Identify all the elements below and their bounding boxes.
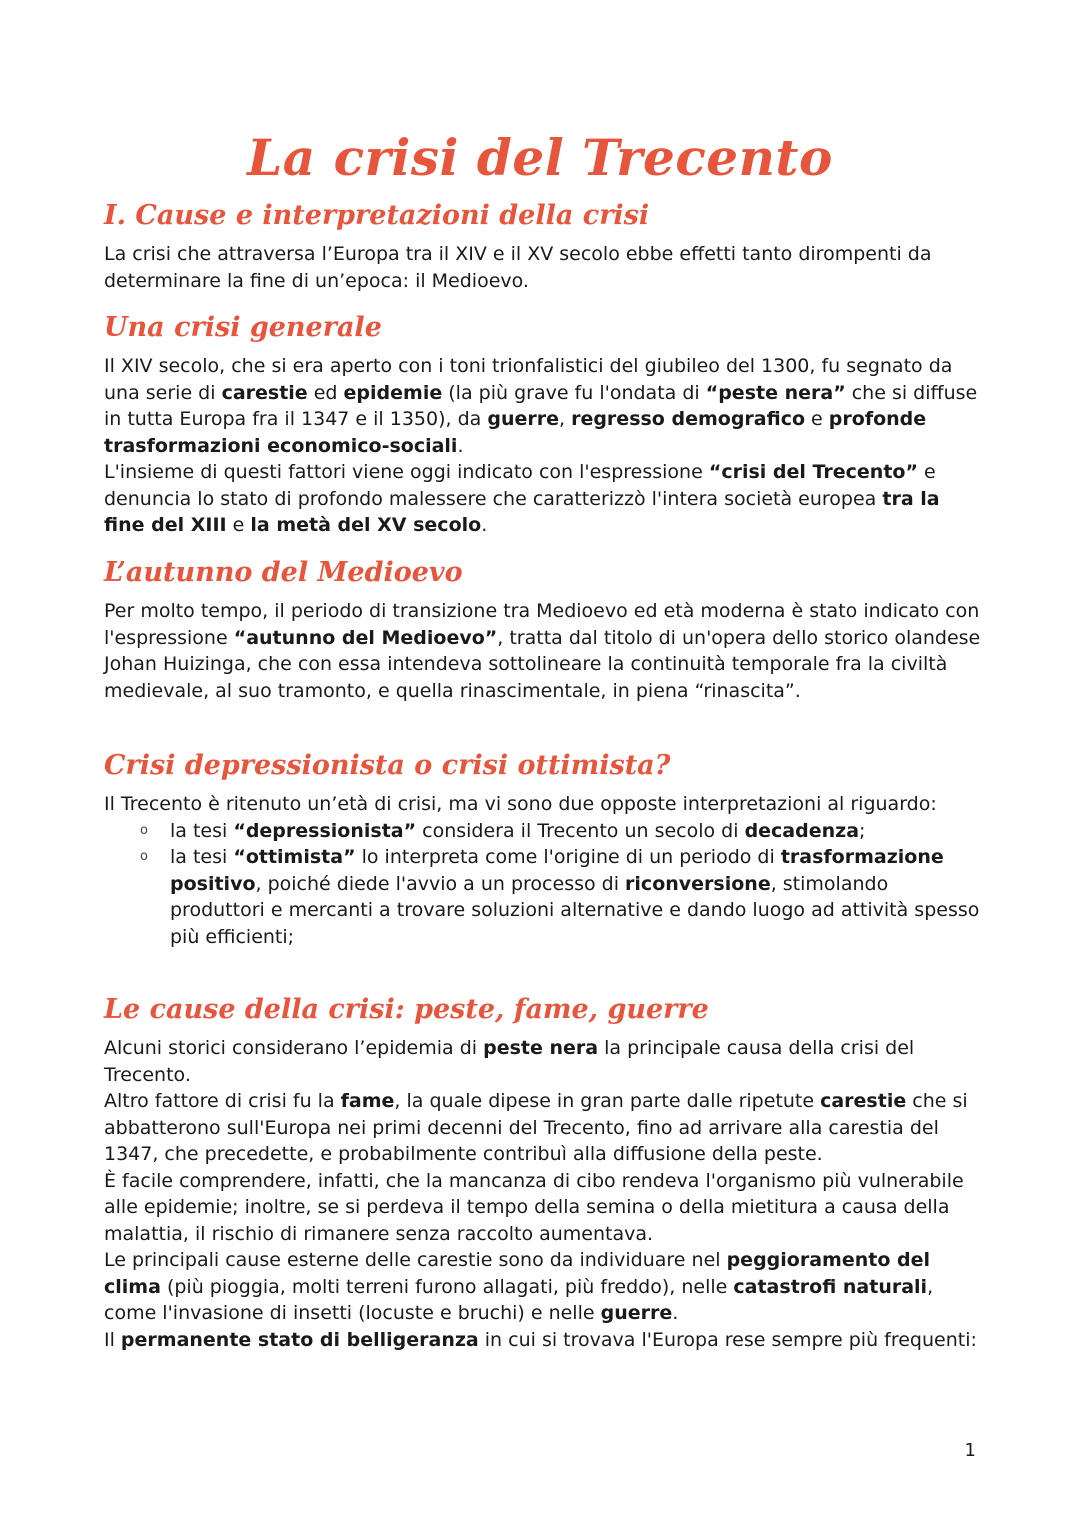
bullet-circle-icon: o	[140, 822, 148, 838]
section-autunno-medioevo	[104, 555, 984, 704]
bold-text: profonde trasformazioni economico-sociali	[104, 408, 927, 457]
text-run: , come l'invasione di insetti (locuste e bruchi) e nelle	[104, 1275, 934, 1324]
section-body	[104, 241, 984, 294]
list-item	[140, 818, 984, 845]
bullet-list	[104, 818, 984, 951]
bullet-circle-icon: o	[140, 849, 148, 864]
paragraph	[104, 1035, 984, 1088]
bold-text: carestie	[820, 1090, 907, 1112]
list-item	[140, 844, 984, 950]
text-run: , poiché diede l'avvio a un processo di	[255, 872, 626, 895]
section-heading: Una crisi generale	[104, 312, 382, 343]
text-run: la principale causa della crisi del Trecento.	[104, 1037, 915, 1086]
text-run: L'insieme di questi fattori viene oggi indicato con l'espressione	[104, 461, 709, 483]
text-run: (più pioggia, molti terreni furono allagati, più freddo), nelle	[160, 1275, 734, 1298]
paragraph	[104, 791, 984, 818]
text-run: Alcuni storici considerano l’epidemia di	[104, 1037, 484, 1059]
section-body	[104, 353, 984, 539]
section-interpretazioni	[104, 748, 984, 950]
section-heading: Le cause della crisi: peste, fame, guerre	[104, 994, 709, 1025]
section-body	[104, 791, 984, 950]
bold-text: guerre	[600, 1302, 673, 1324]
text-run: È facile comprendere, infatti, che la mancanza di cibo rendeva l'organismo più vulnerabile alle epidemie; inoltre, se si perdeva il tempo della semina o della mietitura a causa della malattia, il rischio di rimanere senza raccolto aumentava.	[104, 1169, 964, 1245]
text-run: .	[457, 434, 464, 457]
text-run: che si diffuse in tutta Europa fra il 1347 e il 1350), da	[104, 381, 978, 430]
bold-text: peste nera	[483, 1037, 599, 1059]
paragraph	[104, 1088, 984, 1168]
text-run: (la più grave fu l'ondata di	[442, 381, 706, 404]
paragraph	[104, 459, 984, 539]
section-cause	[104, 198, 984, 294]
section-cause-crisi	[104, 992, 984, 1353]
text-run: .	[672, 1302, 679, 1324]
text-run: Il Trecento è ritenuto un’età di crisi, ma vi sono due opposte interpretazioni al riguardo:	[104, 793, 937, 815]
text-run: ;	[859, 819, 866, 842]
section-heading: I. Cause e interpretazioni della crisi	[104, 200, 650, 231]
text-run: e denuncia lo stato di profondo malessere che caratterizzò l'intera società europea	[104, 461, 936, 510]
paragraph	[104, 598, 984, 704]
text-run: ,	[558, 408, 572, 430]
paragraph	[104, 353, 984, 459]
bold-text: carestie	[221, 381, 308, 404]
page-number: 1	[964, 1440, 976, 1461]
text-run: Altro fattore di crisi fu la	[104, 1090, 341, 1112]
bold-text: “ottimista”	[233, 846, 356, 868]
bold-text: epidemie	[343, 381, 443, 404]
bold-text: decadenza	[744, 819, 860, 842]
paragraph	[104, 1327, 984, 1354]
text-run: , la quale dipese in gran parte dalle ripetute	[394, 1090, 821, 1112]
bold-text: tra la fine del XIII	[104, 487, 940, 536]
bold-text: trasformazione positivo	[170, 846, 944, 895]
bold-text: permanente stato di belligeranza	[120, 1328, 479, 1351]
bold-text: “peste nera”	[705, 381, 846, 404]
text-run: la tesi	[170, 846, 234, 868]
section-body	[104, 598, 984, 704]
bold-text: riconversione	[625, 872, 771, 895]
paragraph	[104, 1168, 984, 1248]
text-run: e	[805, 408, 829, 430]
section-crisi-generale	[104, 310, 984, 539]
bold-text: fame	[340, 1090, 395, 1112]
section-heading: L’autunno del Medioevo	[104, 557, 463, 588]
page-title: La crisi del Trecento	[247, 128, 833, 187]
bold-text: peggioramento del clima	[104, 1249, 930, 1298]
text-run: , tratta dal titolo di un'opera dello storico olandese Johan Huizinga, che con essa intendeva sottolineare la continuità temporale fra la civiltà medievale, al suo tramonto, e quella rinascimentale, in piena “rinascita”.	[104, 626, 981, 702]
section-heading: Crisi depressionista o crisi ottimista?	[104, 750, 671, 781]
paragraph	[104, 1247, 984, 1327]
bold-text: regresso demografico	[571, 408, 806, 430]
bold-text: “crisi del Trecento”	[708, 461, 918, 483]
bold-text: catastrofi naturali	[733, 1275, 928, 1298]
text-run: la tesi	[170, 819, 234, 842]
bold-text: “depressionista”	[233, 819, 417, 842]
text-run: .	[481, 514, 488, 536]
bold-text: la metà del XV secolo	[250, 514, 482, 536]
text-run: , stimolando produttori e mercanti a trovare soluzioni alternative e dando luogo ad attività spesso più efficienti;	[170, 872, 980, 948]
bold-text: “autunno del Medioevo”	[233, 626, 498, 649]
text-run: Le principali cause esterne delle carestie sono da individuare nel	[104, 1249, 727, 1271]
text-run: e	[226, 514, 251, 536]
text-run: Il XIV secolo, che si era aperto con i toni trionfalistici del giubileo del 1300, fu segnato da una serie di	[104, 355, 953, 404]
section-body	[104, 1035, 984, 1353]
text-run: considera il Trecento un secolo di	[416, 819, 745, 842]
paragraph	[104, 241, 984, 294]
bold-text: guerre	[487, 408, 559, 430]
text-run: lo interpreta come l'origine di un periodo di	[355, 846, 781, 868]
text-run: Il	[104, 1328, 121, 1351]
text-run: ed	[307, 381, 344, 404]
text-run: in cui si trovava l'Europa rese sempre più frequenti:	[478, 1328, 977, 1351]
text-run: Per molto tempo, il periodo di transizione tra Medioevo ed età moderna è stato indicato con l'espressione	[104, 600, 980, 649]
text-run: che si abbatterono sull'Europa nei primi decenni del Trecento, fino ad arrivare alla carestia del 1347, che precedette, e probabilmente contribuì alla diffusione della peste.	[104, 1090, 968, 1165]
text-run: La crisi che attraversa l’Europa tra il XIV e il XV secolo ebbe effetti tanto dirompenti da determinare la fine di un’epoca: il Medioevo.	[104, 243, 932, 292]
